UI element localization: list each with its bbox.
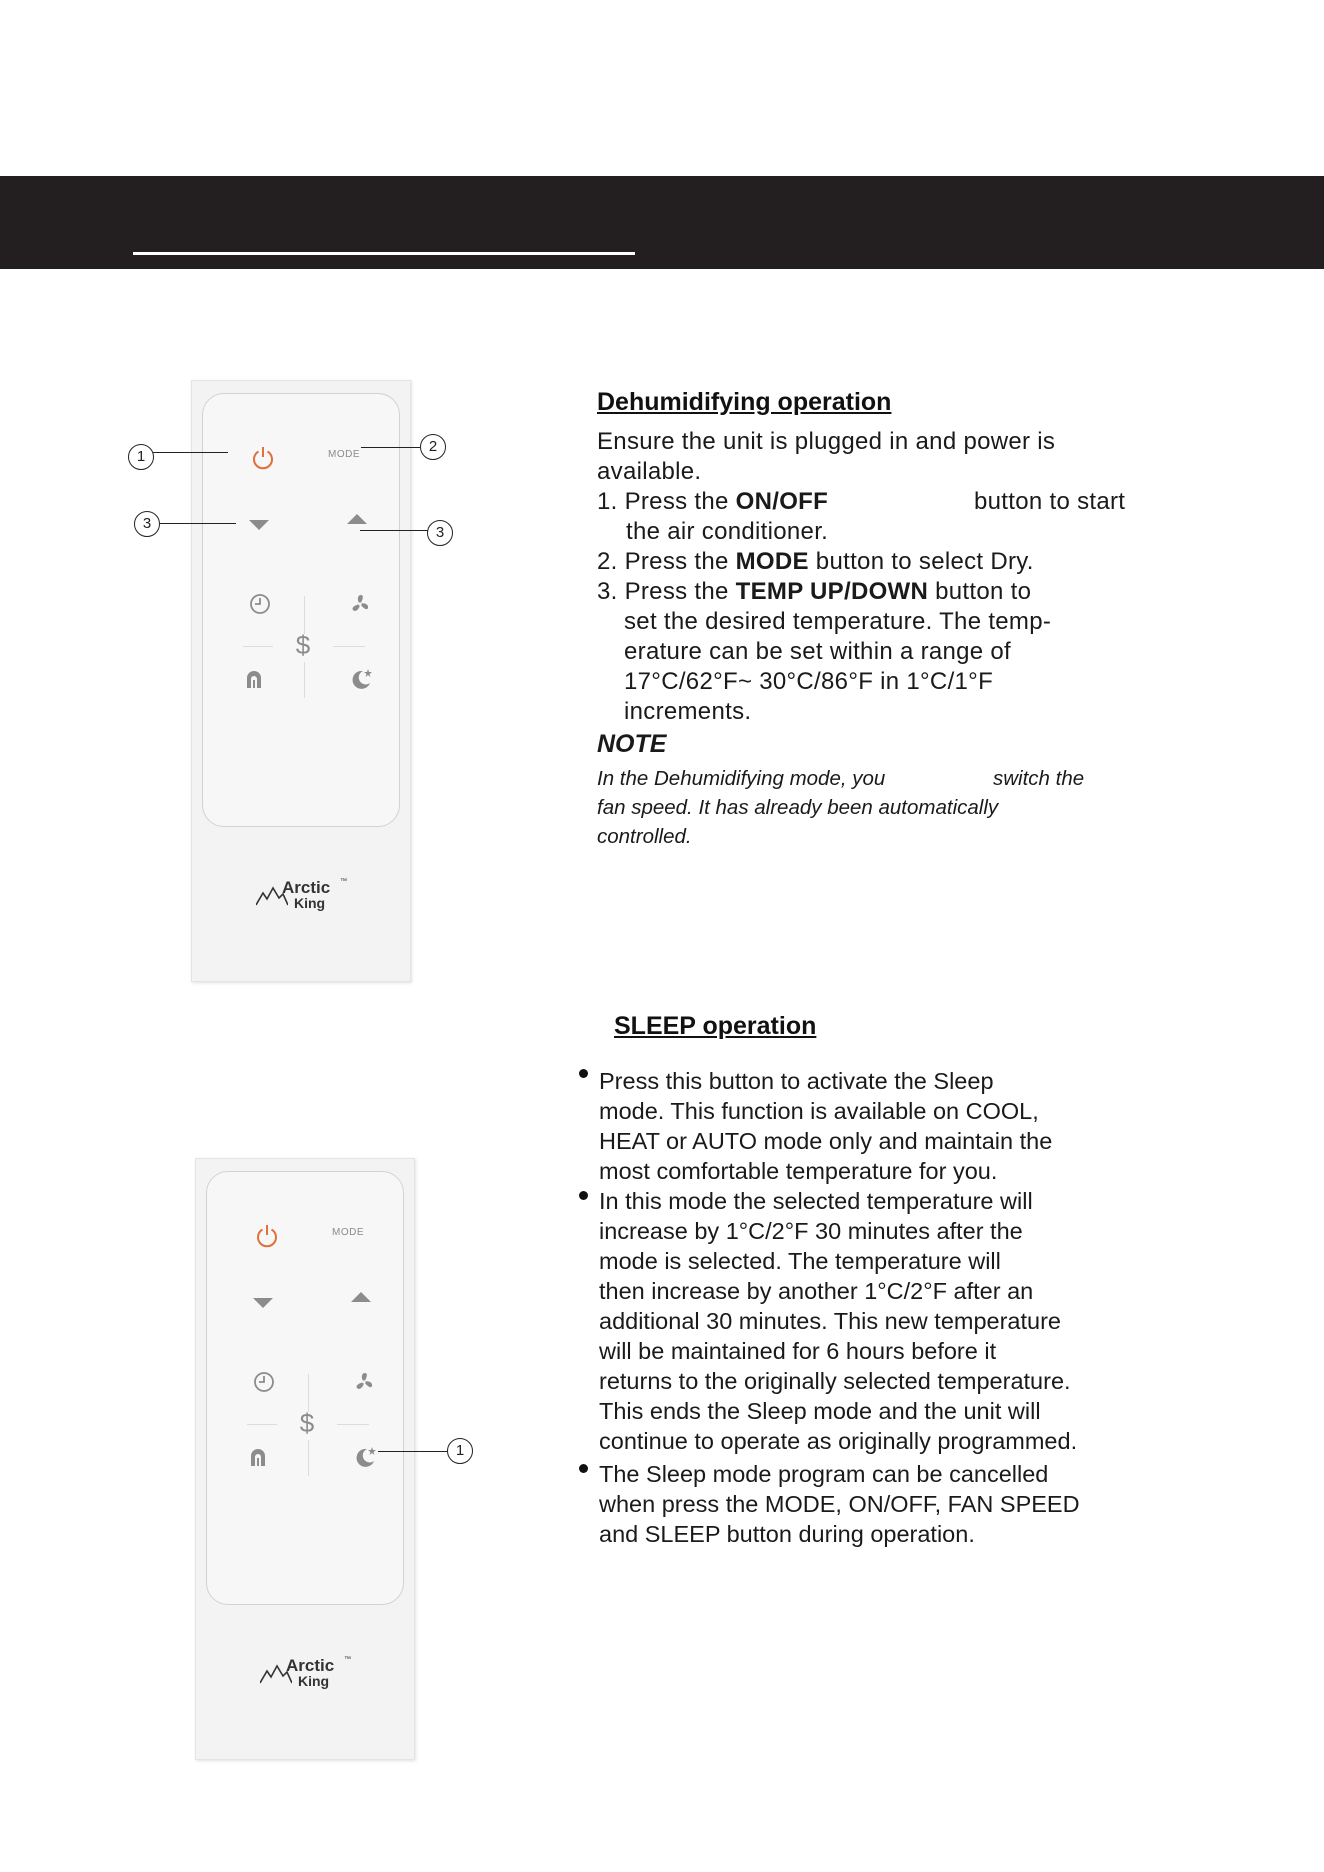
step-2: 2. Press the MODE button to select Dry. bbox=[597, 548, 1034, 575]
step-3-cont: erature can be set within a range of bbox=[624, 638, 1012, 665]
button-panel bbox=[202, 393, 400, 827]
arctic-king-logo: Arctic ™ King bbox=[256, 878, 366, 916]
callout-3-temp-up: 3 bbox=[427, 520, 453, 546]
bullet-2-line: then increase by another 1°C/2°F after an bbox=[599, 1278, 1034, 1304]
power-icon bbox=[253, 1222, 281, 1250]
callout-leader bbox=[361, 447, 423, 448]
remote-control-sleep bbox=[195, 1158, 415, 1760]
step-1-cont: button to start bbox=[974, 488, 1126, 515]
divider bbox=[333, 646, 365, 647]
step-3-cont: 17°C/62°F~ 30°C/86°F in 1°C/1°F bbox=[624, 668, 994, 695]
callout-leader bbox=[378, 1451, 449, 1452]
note-line: switch the bbox=[993, 767, 1085, 790]
energy-saver-icon: $ bbox=[295, 629, 311, 660]
header-rule bbox=[133, 252, 635, 255]
callout-3-temp-down: 3 bbox=[134, 511, 160, 537]
sleep-moon-icon bbox=[347, 665, 375, 693]
arctic-king-logo: Arctic ™ King bbox=[260, 1656, 370, 1694]
bullet-2-line: additional 30 minutes. This new temperature bbox=[599, 1308, 1061, 1334]
bullet bbox=[579, 1069, 588, 1078]
divider bbox=[304, 662, 305, 698]
temp-down-icon bbox=[247, 518, 271, 532]
bullet-3-line: The Sleep mode program can be cancelled bbox=[599, 1461, 1049, 1487]
note-title: NOTE bbox=[597, 730, 667, 758]
step-1: 1. Press the ON/OFF bbox=[597, 488, 829, 515]
divider bbox=[243, 646, 273, 647]
note-line: fan speed. It has already been automatically bbox=[597, 796, 999, 819]
header-band bbox=[0, 176, 1324, 269]
callout-1-sleep: 1 bbox=[447, 1438, 473, 1464]
energy-saver-icon: $ bbox=[299, 1407, 315, 1438]
temp-down-icon bbox=[251, 1296, 275, 1310]
temp-up-icon bbox=[349, 1290, 373, 1304]
step-3-cont: increments. bbox=[624, 698, 752, 725]
step-1-cont: the air conditioner. bbox=[626, 518, 829, 545]
divider bbox=[247, 1424, 277, 1425]
mode-button-label: MODE bbox=[328, 449, 360, 460]
intro-line: available. bbox=[597, 458, 702, 485]
step-3-cont: set the desired temperature. The temp- bbox=[624, 608, 1052, 635]
bullet-1-line: mode. This function is available on COOL, bbox=[599, 1098, 1039, 1124]
note-line: In the Dehumidifying mode, you bbox=[597, 767, 886, 790]
fan-speed-icon bbox=[351, 1369, 377, 1395]
temp-up-icon bbox=[345, 512, 369, 526]
sleep-moon-icon bbox=[351, 1443, 379, 1471]
bullet-2-line: mode is selected. The temperature will bbox=[599, 1248, 1001, 1274]
callout-leader bbox=[160, 523, 236, 524]
mode-button-label: MODE bbox=[332, 1227, 364, 1238]
bullet-2-line: will be maintained for 6 hours before it bbox=[599, 1338, 997, 1364]
divider bbox=[337, 1424, 369, 1425]
swing-icon bbox=[241, 666, 267, 692]
bullet-2-line: In this mode the selected temperature will bbox=[599, 1188, 1033, 1214]
bullet-1-line: most comfortable temperature for you. bbox=[599, 1158, 998, 1184]
sleep-title: SLEEP operation bbox=[614, 1012, 817, 1040]
bullet-3-line: and SLEEP button during operation. bbox=[599, 1521, 975, 1547]
bullet-2-line: returns to the originally selected temperature. bbox=[599, 1368, 1071, 1394]
bullet bbox=[579, 1464, 588, 1473]
fan-speed-icon bbox=[347, 591, 373, 617]
timer-icon bbox=[251, 1369, 277, 1395]
bullet-1-line: Press this button to activate the Sleep bbox=[599, 1068, 994, 1094]
intro-line: Ensure the unit is plugged in and power is bbox=[597, 428, 1056, 455]
callout-1-power: 1 bbox=[128, 444, 154, 470]
step-3: 3. Press the TEMP UP/DOWN button to bbox=[597, 578, 1032, 605]
bullet-2-line: continue to operate as originally programmed. bbox=[599, 1428, 1078, 1454]
callout-leader bbox=[153, 452, 228, 453]
bullet-2-line: This ends the Sleep mode and the unit will bbox=[599, 1398, 1041, 1424]
swing-icon bbox=[245, 1444, 271, 1470]
divider bbox=[308, 1440, 309, 1476]
callout-2-mode: 2 bbox=[420, 434, 446, 460]
bullet-2-line: increase by 1°C/2°F 30 minutes after the bbox=[599, 1218, 1023, 1244]
remote-control-dehumidify bbox=[191, 380, 411, 982]
bullet bbox=[579, 1191, 588, 1200]
bullet-1-line: HEAT or AUTO mode only and maintain the bbox=[599, 1128, 1053, 1154]
timer-icon bbox=[247, 591, 273, 617]
callout-leader bbox=[360, 530, 431, 531]
button-panel bbox=[206, 1171, 404, 1605]
note-line: controlled. bbox=[597, 825, 692, 848]
power-icon bbox=[249, 444, 277, 472]
bullet-3-line: when press the MODE, ON/OFF, FAN SPEED bbox=[599, 1491, 1080, 1517]
dehumidifying-title: Dehumidifying operation bbox=[597, 388, 892, 416]
